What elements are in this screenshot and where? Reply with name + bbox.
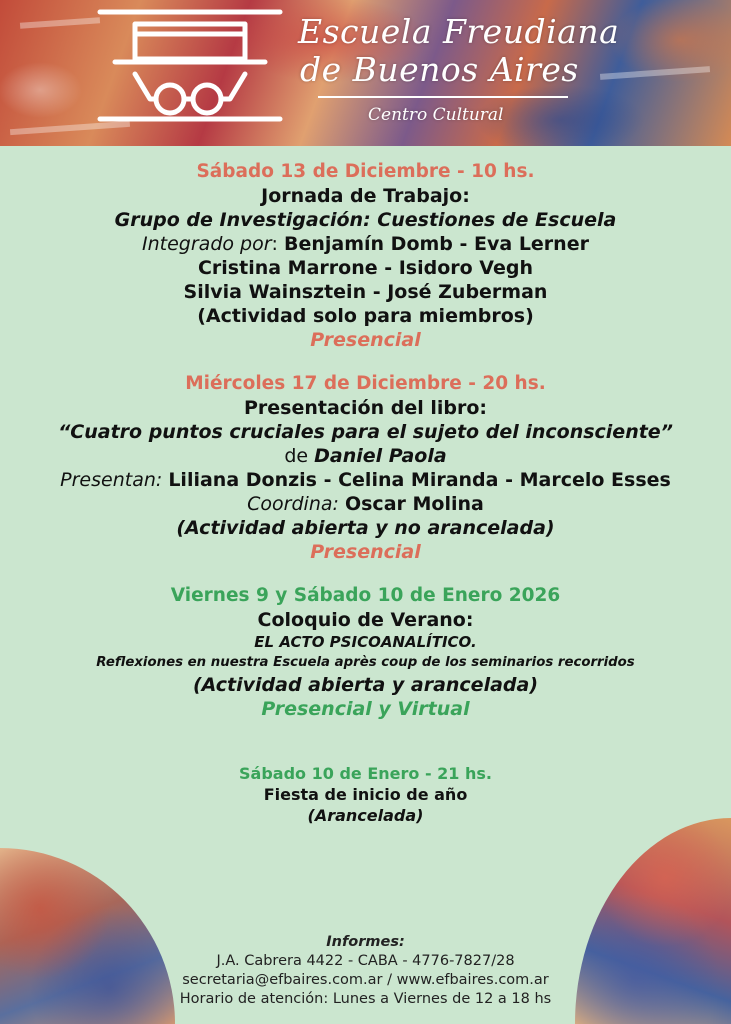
members-names: Silvia Wainsztein - José Zuberman (183, 281, 548, 303)
paint-stroke (600, 66, 710, 80)
hat-glasses-logo-icon (95, 4, 285, 134)
brand-name-line1: Escuela Freudiana (298, 12, 620, 51)
event-note: (Actividad abierta y no arancelada) (176, 517, 555, 539)
event-modality: Presencial y Virtual (261, 698, 470, 720)
members-names: Benjamín Domb - Eva Lerner (284, 233, 589, 255)
coordinator-prefix: Coordina: (247, 493, 339, 515)
members-prefix: Integrado por (142, 233, 272, 255)
footer-address: J.A. Cabrera 4422 - CABA - 4776-7827/28 (216, 953, 515, 969)
brand-divider (318, 96, 568, 98)
paint-stroke (20, 17, 100, 29)
event-presenters (0, 468, 731, 492)
event-subtitle: Grupo de Investigación: Cuestiones de Escuela (114, 209, 617, 231)
event-date: Sábado 13 de Diciembre - 10 hs. (196, 161, 535, 182)
event-title: Jornada de Trabajo: (261, 185, 470, 207)
event-subtitle: EL ACTO PSICOANALÍTICO. (254, 633, 477, 651)
event-note: (Arancelada) (307, 806, 424, 825)
author-name: Daniel Paola (314, 445, 447, 467)
presenters-prefix: Presentan: (60, 469, 163, 491)
footer-hours: Horario de atención: Lunes a Viernes de 12 a 18 hs (179, 991, 552, 1007)
footer-contact: secretaria@efbaires.com.ar / www.efbaires.com.ar (182, 972, 549, 988)
event-note: (Actividad solo para miembros) (197, 305, 534, 327)
event-jornada (0, 160, 731, 352)
members-names: Cristina Marrone - Isidoro Vegh (197, 257, 533, 279)
events-list (0, 160, 731, 846)
event-members: Integrado por: Benjamín Domb - Eva Lerner (142, 233, 589, 255)
book-title: “Cuatro puntos cruciales para el sujeto del inconsciente” (58, 421, 673, 443)
spacer (0, 741, 731, 763)
event-title: Coloquio de Verano: (257, 609, 474, 631)
author-prefix: de (284, 445, 309, 467)
event-date: Miércoles 17 de Diciembre - 20 hs. (185, 373, 546, 394)
book-author (0, 444, 731, 468)
event-note: (Actividad abierta y arancelada) (192, 674, 539, 696)
event-coloquio (0, 584, 731, 721)
event-modality: Presencial (310, 329, 421, 351)
contact-footer (0, 933, 731, 1009)
event-title: Presentación del libro: (243, 397, 488, 419)
event-date: Sábado 10 de Enero - 21 hs. (239, 764, 492, 783)
event-modality: Presencial (310, 541, 421, 563)
event-coordinator (0, 492, 731, 516)
footer-title: Informes: (326, 934, 405, 950)
brand-subtitle: Centro Cultural (368, 105, 504, 125)
presenters-names: Liliana Donzis - Celina Miranda - Marcelo Esses (168, 469, 671, 491)
brand-name-line2: de Buenos Aires (300, 50, 579, 89)
event-date: Viernes 9 y Sábado 10 de Enero 2026 (170, 585, 561, 606)
coordinator-name: Oscar Molina (344, 493, 484, 515)
event-presentacion-libro (0, 372, 731, 564)
event-description: Reflexiones en nuestra Escuela après coup de los seminarios recorridos (96, 655, 635, 670)
event-title: Fiesta de inicio de año (263, 785, 468, 804)
event-fiesta (0, 763, 731, 826)
header-banner (0, 0, 731, 146)
